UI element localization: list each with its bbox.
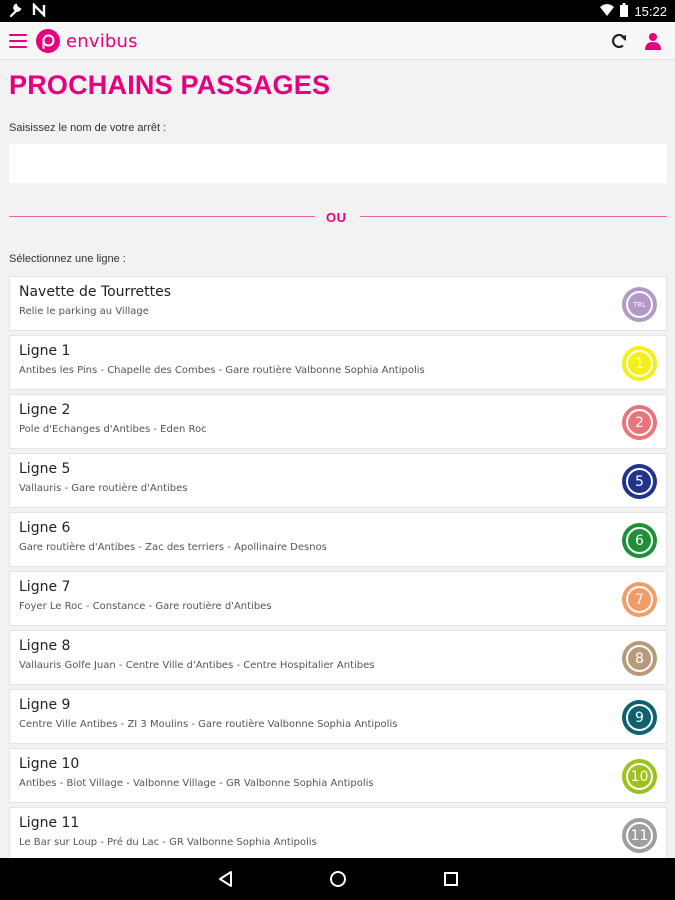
- line-route: Gare routière d'Antibes - Zac des terriers - Apollinaire Desnos: [19, 542, 327, 553]
- recents-icon[interactable]: [441, 869, 461, 889]
- line-name: Navette de Tourrettes: [19, 284, 172, 300]
- status-time: 15:22: [634, 4, 667, 19]
- app-bar: [0, 22, 675, 60]
- line-route: Antibes les Pins - Chapelle des Combes - Gare routière Valbonne Sophia Antipolis: [19, 365, 425, 376]
- line-badge-label: 10: [626, 763, 653, 790]
- line-badge-icon: [622, 523, 657, 558]
- logo: [36, 29, 138, 53]
- line-badge-icon: [622, 700, 657, 735]
- line-name: Ligne 9: [19, 697, 71, 713]
- line-badge-label: 2: [626, 409, 653, 436]
- line-name: Ligne 2: [19, 402, 71, 418]
- line-item[interactable]: [9, 335, 667, 390]
- line-route: Pole d'Echanges d'Antibes - Eden Roc: [19, 424, 207, 435]
- line-badge-label: 1: [626, 350, 653, 377]
- line-route: Centre Ville Antibes - ZI 3 Moulins - Gare routière Valbonne Sophia Antipolis: [19, 719, 398, 730]
- line-item[interactable]: [9, 630, 667, 685]
- line-badge-icon: [622, 582, 657, 617]
- envibus-logo-icon: [36, 29, 60, 53]
- status-left: [8, 3, 46, 22]
- refresh-icon[interactable]: [609, 31, 629, 51]
- line-badge-label: 6: [626, 527, 653, 554]
- line-item[interactable]: [9, 512, 667, 567]
- user-icon[interactable]: [643, 31, 663, 51]
- line-name: Ligne 11: [19, 815, 80, 831]
- line-route: Relie le parking au Village: [19, 306, 149, 317]
- divider-text: OU: [326, 210, 347, 225]
- line-list: [9, 276, 667, 858]
- main-content: [0, 60, 675, 858]
- status-bar: [0, 0, 675, 22]
- line-name: Ligne 10: [19, 756, 80, 772]
- menu-icon[interactable]: [9, 34, 27, 48]
- line-badge-icon: [622, 759, 657, 794]
- line-badge-icon: [622, 818, 657, 853]
- line-badge-icon: [622, 641, 657, 676]
- line-route: Vallauris - Gare routière d'Antibes: [19, 483, 188, 494]
- line-item[interactable]: [9, 748, 667, 803]
- battery-icon: [620, 3, 628, 20]
- logo-text: envibus: [66, 30, 138, 52]
- line-item[interactable]: [9, 807, 667, 858]
- status-right: [600, 3, 667, 20]
- line-route: Foyer Le Roc - Constance - Gare routière d'Antibes: [19, 601, 272, 612]
- line-select-label: Sélectionnez une ligne :: [9, 253, 126, 265]
- line-route: Vallauris Golfe Juan - Centre Ville d'Antibes - Centre Hospitalier Antibes: [19, 660, 375, 671]
- line-badge-icon: [622, 287, 657, 322]
- nfc-icon: [32, 3, 46, 22]
- back-icon[interactable]: [216, 869, 236, 889]
- line-badge-label: 5: [626, 468, 653, 495]
- line-badge-label: TRL: [626, 291, 653, 318]
- line-item[interactable]: [9, 571, 667, 626]
- line-badge-icon: [622, 346, 657, 381]
- stop-search-input[interactable]: [9, 144, 667, 183]
- line-item[interactable]: [9, 453, 667, 508]
- line-badge-label: 7: [626, 586, 653, 613]
- line-badge-label: 8: [626, 645, 653, 672]
- home-icon[interactable]: [328, 869, 348, 889]
- line-name: Ligne 1: [19, 343, 71, 359]
- page-title: PROCHAINS PASSAGES: [9, 70, 331, 100]
- line-badge-icon: [622, 464, 657, 499]
- line-item[interactable]: [9, 689, 667, 744]
- line-badge-label: 9: [626, 704, 653, 731]
- line-badge-label: 11: [626, 822, 653, 849]
- line-name: Ligne 7: [19, 579, 71, 595]
- line-name: Ligne 8: [19, 638, 71, 654]
- wrench-icon: [8, 3, 22, 22]
- divider-line-left: [9, 216, 315, 217]
- navigation-bar: [0, 858, 675, 900]
- line-name: Ligne 5: [19, 461, 71, 477]
- line-item[interactable]: [9, 276, 667, 331]
- line-route: Antibes - Biot Village - Valbonne Village - GR Valbonne Sophia Antipolis: [19, 778, 374, 789]
- stop-search-label: Saisissez le nom de votre arrêt :: [9, 122, 167, 134]
- divider-line-right: [360, 216, 667, 217]
- line-name: Ligne 6: [19, 520, 71, 536]
- line-badge-icon: [622, 405, 657, 440]
- wifi-icon: [600, 4, 614, 19]
- line-route: Le Bar sur Loup - Pré du Lac - GR Valbonne Sophia Antipolis: [19, 837, 317, 848]
- line-item[interactable]: [9, 394, 667, 449]
